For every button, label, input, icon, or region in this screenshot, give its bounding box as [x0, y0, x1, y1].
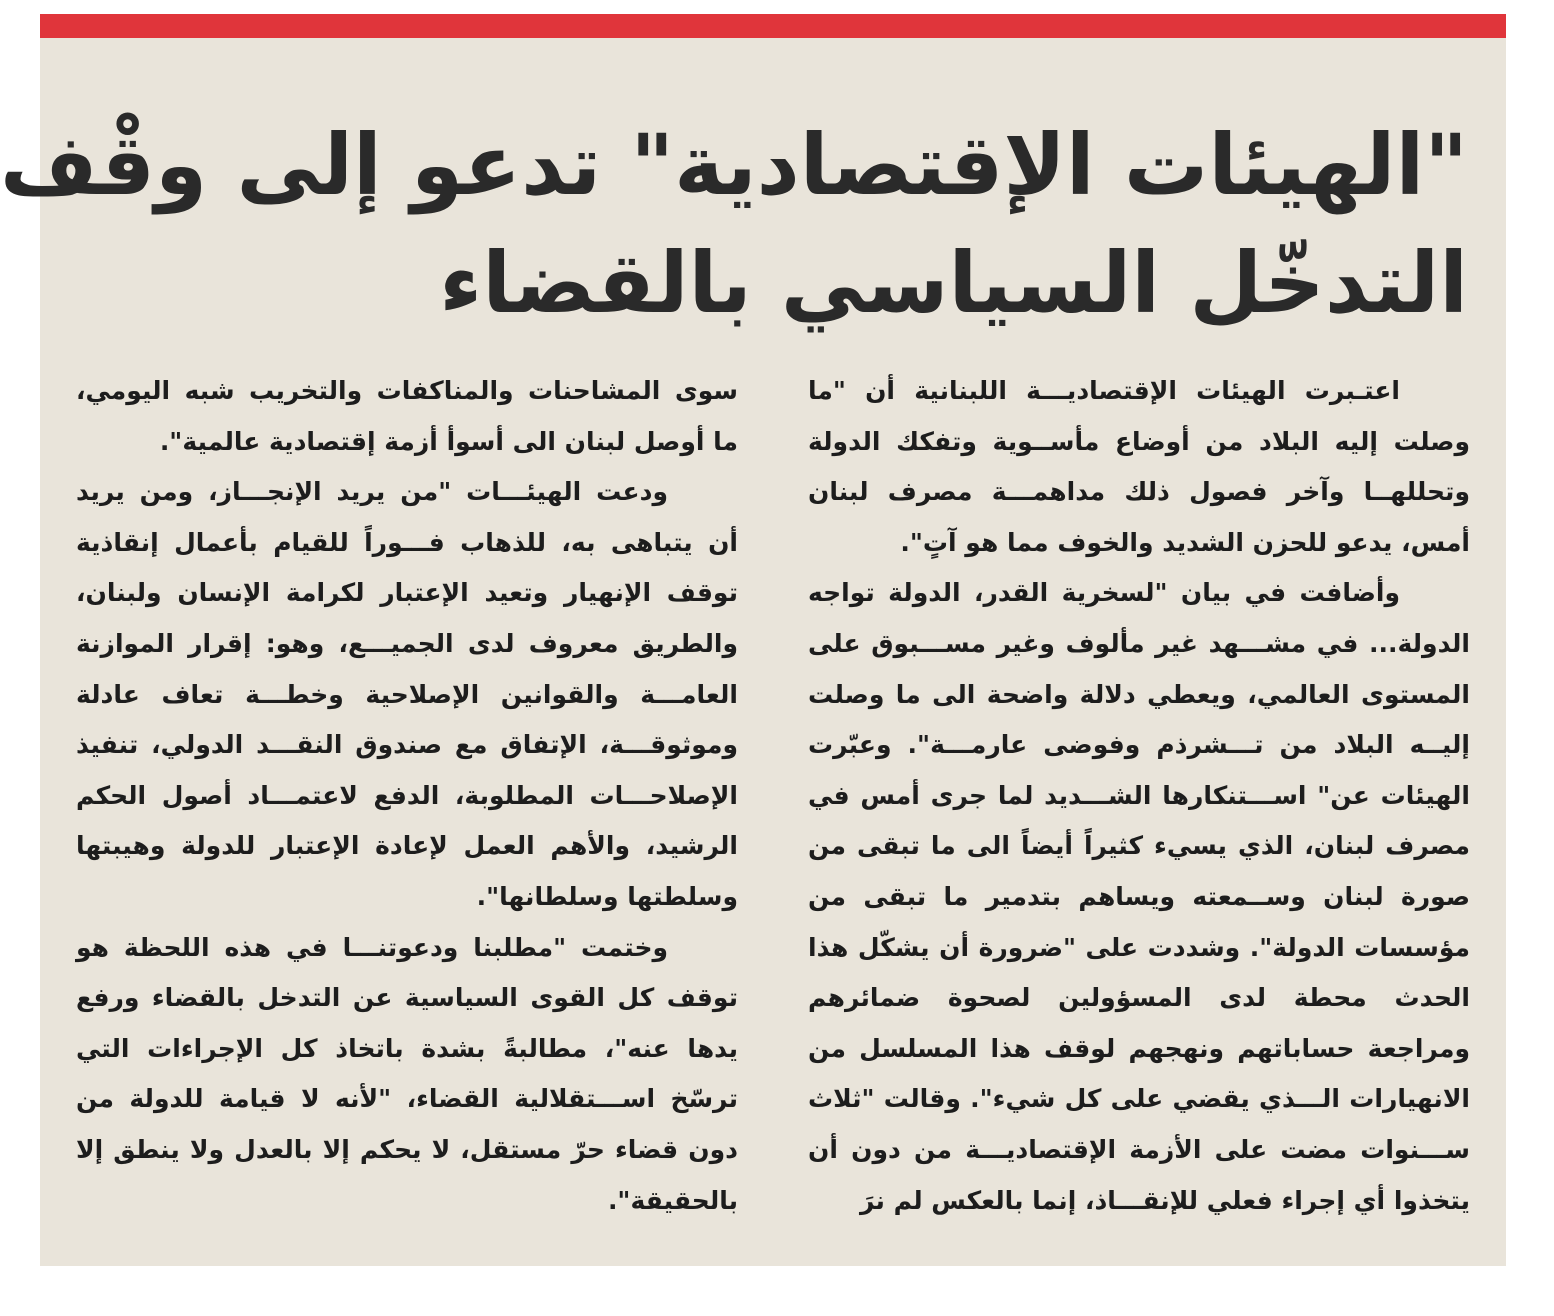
headline-line-2: التدخّل السياسي بالقضاء [439, 234, 1468, 332]
article-column-left [76, 366, 738, 1226]
paragraph: وختمت "مطلبنا ودعوتنـــا في هذه اللحظة هو توقف كل القوى السياسية عن التدخل بالقضاء ورفع يدها عنه"، مطالبةً بشدة باتخاذ كل الإجراءات التي ترسّخ اســـتقلالية القضاء، "لأنه لا قيامة للدولة من دون قضاء حرّ مستقل، لا يحكم إلا بالعدل ولا ينطق إلا بالحقيقة". [76, 932, 738, 1215]
newspaper-clipping [0, 14, 1506, 1266]
accent-bar [40, 14, 1506, 38]
article-headline [0, 106, 1468, 342]
paragraph: اعتـبرت الهيئات الإقتصاديـــة اللبنانية أن "ما وصلت إليه البلاد من أوضاع مأســوية وتفكك الدولة وتحللهــا وآخر فصول ذلك مداهمـــة مصرف لبنان أمس، يدعو للحزن الشديد والخوف مما هو آتٍ". [808, 376, 1470, 557]
paragraph: سوى المشاحنات والمناكفات والتخريب شبه اليومي، ما أوصل لبنان الى أسوأ أزمة إقتصادية عالمية". [76, 376, 738, 456]
headline-line-1: "الهيئات الإقتصادية" تدعو إلى وقْف [0, 116, 1468, 214]
paragraph: ودعت الهيئـــات "من يريد الإنجـــاز، ومن يريد أن يتباهى به، للذهاب فـــوراً للقيام بأعمال إنقاذية توقف الإنهيار وتعيد الإعتبار لكرامة الإنسان ولبنان، والطريق معروف لدى الجميـــع، وهو: إقرار الموازنة العامـــة والقوانين الإصلاحية وخطـــة تعاف عادلة وموثوقـــة، الإتفاق مع صندوق النقـــد الدولي، تنفيذ الإصلاحـــات المطلوبة، الدفع لاعتمـــاد أصول الحكم الرشيد، والأهم العمل لإعادة الإعتبار للدولة وهيبتها وسلطتها وسلطانها". [76, 477, 738, 911]
paragraph: وأضافت في بيان "لسخرية القدر، الدولة تواجه الدولة... في مشـــهد غير مألوف وغير مســـبوق على المستوى العالمي، ويعطي دلالة واضحة الى ما وصلت إليــه البلاد من تـــشرذم وفوضى عارمـــة". وعبّرت الهيئات عن" اســـتنكارها الشـــديد لما جرى أمس في مصرف لبنان، الذي يسيء كثيراً أيضاً الى ما تبقى من صورة لبنان وســمعته ويساهم بتدمير ما تبقى من مؤسسات الدولة". وشددت على "ضرورة أن يشكّل هذا الحدث محطة لدى المسؤولين لصحوة ضمائرهم ومراجعة حساباتهم ونهجهم لوقف هذا المسلسل من الانهيارات الـــذي يقضي على كل شيء". وقالت "ثلاث ســـنوات مضت على الأزمة الإقتصاديـــة من دون أن يتخذوا أي إجراء فعلي للإنقـــاذ، إنما بالعكس لم نرَ [808, 578, 1470, 1215]
article-column-right [808, 366, 1470, 1226]
